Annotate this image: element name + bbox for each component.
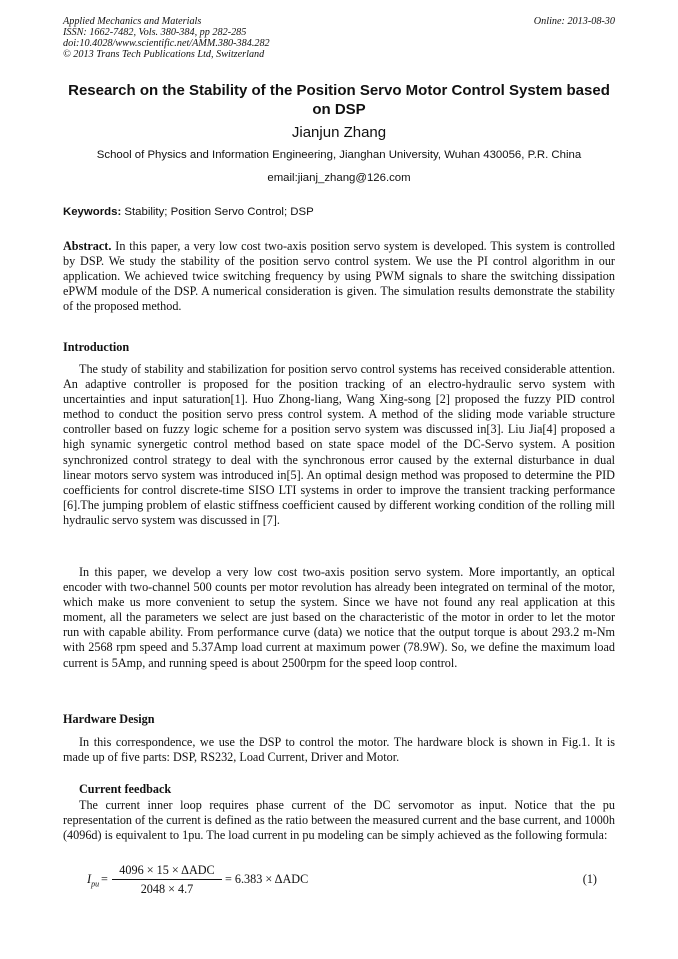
equation-number: (1) xyxy=(582,872,597,886)
intro-paragraph-2: In this paper, we develop a very low cost two-axis position servo system. More importantly, an optical encoder with two-channel 500 counts per motor revolution has already been integrated on terminal of the motor, which make us more convenient to setup the system. Since we have not found any real application at this moment, all the parameters we select are just based on the characteristic of the motor in order to let the motor run with capable ability. From performance curve (data) we notice that the output torque is about 293.2 m-Nm with 2568 rpm speed and 5.37Amp load current at maximum power (78.9W). So, we define the maximum load current is 5Amp, and running speed is about 2500rpm for the speed loop control. xyxy=(63,565,615,670)
equation-numerator: 4096 × 15 × ΔADC xyxy=(112,863,222,880)
section-heading-hardware: Hardware Design xyxy=(63,712,155,726)
journal-name: Applied Mechanics and Materials xyxy=(63,16,202,27)
author-name: Jianjun Zhang xyxy=(291,124,387,141)
equation-lhs-symbol: I xyxy=(87,872,92,886)
online-date: Online: 2013-08-30 xyxy=(533,16,615,27)
equation-denominator: 2048 × 4.7 xyxy=(140,882,194,896)
keywords-text: Stability; Position Servo Control; DSP xyxy=(124,206,314,218)
abstract-label: Abstract. xyxy=(63,239,112,253)
intro-paragraph-1: The study of stability and stabilization for position servo control systems has received considerable attention. An adaptive controller is proposed for the position tracking of an electro-hydraulic servo system with uncertainties and input saturation[1]. Huo Zhong-liang, Wang Xing-song [2] proposed the fuzzy PID control method to conduct the position servo press control system. A method of the sliding mode variable structure controller based on fuzzy logic scheme for a position servo system was discussed in[3]. Liu Jia[4] proposed a high synamic synergetic control method based on state space model of the DC-Servo system. A position synchronized control strategy to deal with the synchronous error caused by the external disturbance in dual linear motors servo system was introduced in[5]. An optimal design method was proposed to determine the PID coefficients for control discrete-time SISO LTI systems in order to improve the transient tracking performance [6].The jumping problem of elastic stiffness coefficient caused by different working condition of the rolling mill hydraulic servo system was discussed in [7]. xyxy=(63,362,615,527)
equation-lhs xyxy=(87,872,99,888)
subsection-heading-current-feedback: Current feedback xyxy=(79,782,172,796)
current-feedback-paragraph: The current inner loop requires phase current of the DC servomotor as input. Notice that the pu representation of the current is defined as the ratio between the measured current and the base current, and 1000h (4096d) is equivalent to 1pu. The load current in pu modeling can be simply achieved as the following formula: xyxy=(63,798,615,843)
equation-fraction xyxy=(112,863,222,897)
equation-rhs: = 6.383 × ΔADC xyxy=(225,872,309,886)
keywords xyxy=(63,206,615,218)
abstract xyxy=(63,239,615,314)
doi-line: doi:10.4028/www.scientific.net/AMM.380-384.282 xyxy=(63,38,270,49)
paper-title: Research on the Stability of the Position Servo Motor Control System based on DSP xyxy=(68,82,610,118)
copyright-line: © 2013 Trans Tech Publications Ltd, Switzerland xyxy=(63,49,265,60)
hardware-paragraph: In this correspondence, we use the DSP to control the motor. The hardware block is shown in Fig.1. It is made up of five parts: DSP, RS232, Load Current, Driver and Motor. xyxy=(63,735,615,765)
issn-line: ISSN: 1662-7482, Vols. 380-384, pp 282-285 xyxy=(63,27,247,38)
author-email: email:jianj_zhang@126.com xyxy=(267,172,411,184)
equation-equals: = xyxy=(101,872,108,886)
section-heading-introduction: Introduction xyxy=(63,340,130,354)
equation-lhs-subscript: pu xyxy=(91,879,100,889)
keywords-label: Keywords: xyxy=(63,206,122,218)
abstract-text: In this paper, a very low cost two-axis position servo system is developed. This system is controlled by DSP. We study the stability of the position servo control system. We use the PI control algorithm in our application. We achieved twice switching frequency by using PWM signals to share the switching dissipation ePWM module of the DSP. A numerical consideration is given. The simulation results demonstrate the stability of the proposed method. xyxy=(63,239,616,314)
equation-1 xyxy=(63,863,615,899)
affiliation: School of Physics and Information Engineering, Jianghan University, Wuhan 430056, P.R. China xyxy=(96,149,582,161)
journal-header xyxy=(63,16,615,60)
